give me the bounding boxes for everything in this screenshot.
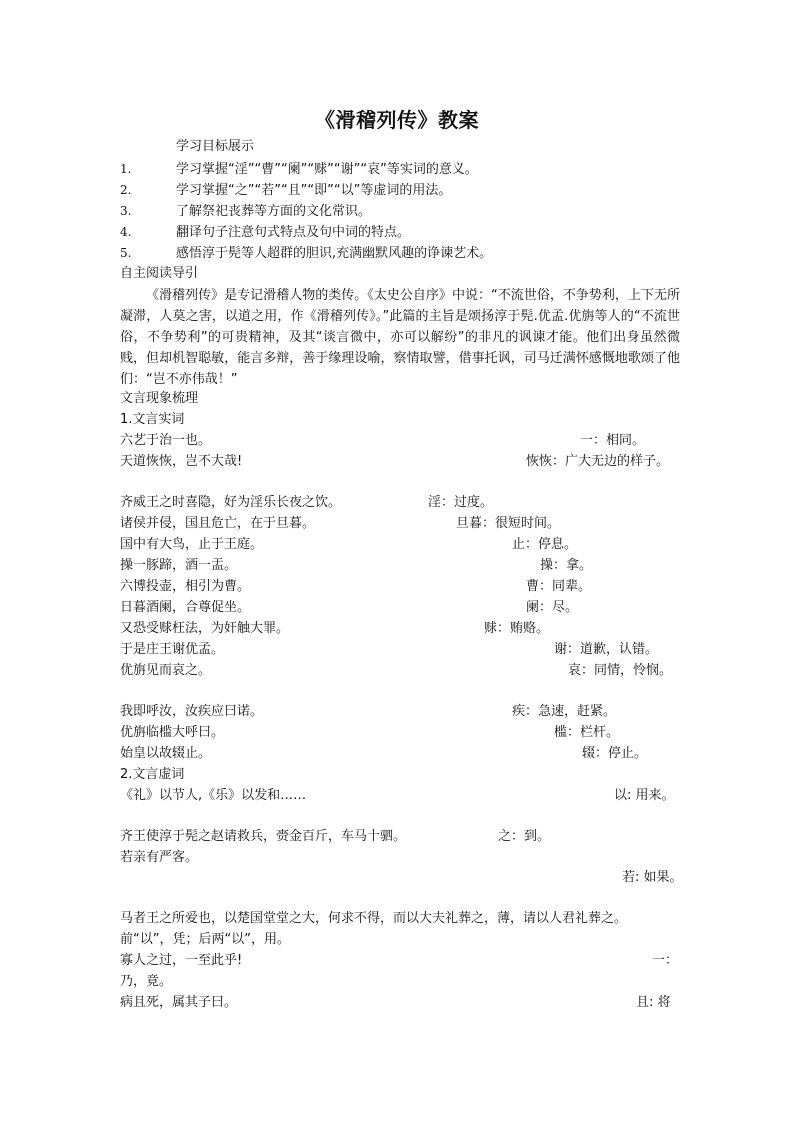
xuci-subheading: 2.文言虚词 bbox=[120, 767, 185, 782]
gloss: 操：拿。 bbox=[540, 558, 593, 573]
reading-heading: 自主阅读导引 bbox=[120, 266, 199, 281]
gloss: 若: 如果。 bbox=[622, 870, 683, 885]
gloss: 曹：同辈。 bbox=[526, 579, 592, 594]
objective-text: 了解祭祀丧葬等方面的文化常识。 bbox=[176, 204, 372, 219]
example-sentence: 优旃临槛大呼曰。 bbox=[120, 725, 225, 740]
gloss: 之：到。 bbox=[498, 829, 551, 844]
example-sentence: 于是庄王谢优孟。 bbox=[120, 642, 225, 657]
example-sentence: 始皇以故辍止。 bbox=[120, 746, 212, 761]
objective-number: 1. bbox=[120, 162, 132, 176]
page-title: 《滑稽列传》教案 bbox=[315, 108, 479, 132]
gloss: 辍：停止。 bbox=[582, 746, 648, 761]
reading-paragraph: 《滑稽列传》是专记滑稽人物的类传。《太史公自序》中说：“不流世俗，不争势利，上下无所凝滞，人莫之害，以道之用，作《滑稽列传》。”此篇的主旨是颂扬淳于髡.优孟.优旃等人的“不流世俗，不争势利”的可贵精神，及其“谈言微中，亦可以解纷”的非凡的讽谏才能。他们出身虽然微贱，但却机智聪敏，能言多辩，善于缘理设喻，察情取譬，借事托讽，司马迁满怀感慨地歌颂了他们：“岂不亦伟哉！” bbox=[120, 288, 680, 387]
example-sentence: 病且死，属其子曰。 bbox=[120, 995, 238, 1010]
objective-item bbox=[120, 201, 371, 222]
shici-subheading: 1.文言实词 bbox=[120, 412, 185, 427]
example-sentence: 齐王使淳于髡之赵请救兵，赍金百斤，车马十驷。 bbox=[120, 829, 407, 844]
example-sentence: 国中有大鸟，止于王庭。 bbox=[120, 537, 264, 552]
example-sentence: 若亲有严客。 bbox=[120, 850, 199, 865]
example-sentence: 马者王之所爱也，以楚国堂堂之大，何求不得，而以大夫礼葬之，薄，请以人君礼葬之。 bbox=[120, 911, 628, 926]
example-sentence: 我即呼汝，汝疾应曰诺。 bbox=[120, 704, 264, 719]
example-sentence: 六艺于治一也。 bbox=[120, 433, 212, 448]
gloss: 哀：同情，怜悯。 bbox=[568, 663, 673, 678]
objective-item bbox=[120, 159, 478, 180]
gloss: 槛：栏杆。 bbox=[554, 725, 620, 740]
example-gloss-line: 前“以”，凭；后两“以”，用。 bbox=[120, 932, 290, 947]
example-sentence: 优旃见而哀之。 bbox=[120, 663, 212, 678]
example-sentence: 寡人之过，一至此乎! bbox=[120, 953, 243, 968]
example-sentence: 天道恢恢，岂不大哉! bbox=[120, 454, 243, 469]
objective-item bbox=[120, 180, 451, 201]
objective-item bbox=[120, 243, 492, 264]
example-sentence: 又恐受赇枉法，为奸触大罪。 bbox=[120, 621, 290, 636]
phenomena-heading: 文言现象梳理 bbox=[120, 391, 199, 406]
example-sentence: 日暮酒阑，合尊促坐。 bbox=[120, 600, 251, 615]
gloss: 一： bbox=[652, 953, 679, 968]
objective-number: 5. bbox=[120, 246, 132, 260]
example-sentence: 操一豚蹄，酒一盂。 bbox=[120, 558, 238, 573]
gloss: 止：停息。 bbox=[512, 537, 578, 552]
gloss: 且: 将 bbox=[636, 995, 671, 1010]
objective-item bbox=[120, 222, 410, 243]
objective-text: 感悟淳于髡等人超群的胆识,充满幽默风趣的诤谏艺术。 bbox=[176, 246, 493, 261]
objective-text: 学习掌握“之”“若”“且”“即”“以”等虚词的用法。 bbox=[176, 183, 452, 198]
gloss: 赇：贿赂。 bbox=[484, 621, 550, 636]
example-gloss-line: 乃，竟。 bbox=[120, 974, 173, 989]
gloss: 阑：尽。 bbox=[526, 600, 579, 615]
example-sentence: 六博投壶，相引为曹。 bbox=[120, 579, 251, 594]
gloss: 旦暮：很短时间。 bbox=[456, 516, 561, 531]
gloss: 一：相同。 bbox=[580, 433, 646, 448]
example-sentence: 齐威王之时喜隐，好为淫乐长夜之饮。 bbox=[120, 495, 342, 510]
objective-text: 学习掌握“淫”“曹”“阑”“赇”“谢”“哀”等实词的意义。 bbox=[176, 162, 478, 177]
gloss: 谢：道歉，认错。 bbox=[554, 642, 659, 657]
example-sentence: 《礼》以节人,《乐》以发和…… bbox=[120, 788, 307, 803]
gloss: 恢恢：广大无边的样子。 bbox=[526, 454, 670, 469]
gloss: 以: 用来。 bbox=[614, 788, 675, 803]
objective-text: 翻译句子注意句式特点及句中词的特点。 bbox=[176, 225, 411, 240]
example-sentence: 诸侯并侵，国且危亡，在于旦暮。 bbox=[120, 516, 316, 531]
objective-number: 4. bbox=[120, 225, 132, 239]
objective-number: 3. bbox=[120, 204, 132, 218]
gloss: 疾：急速，赶紧。 bbox=[512, 704, 617, 719]
gloss: 淫：过度。 bbox=[428, 495, 494, 510]
objectives-heading: 学习目标展示 bbox=[176, 139, 255, 154]
objective-number: 2. bbox=[120, 183, 132, 197]
